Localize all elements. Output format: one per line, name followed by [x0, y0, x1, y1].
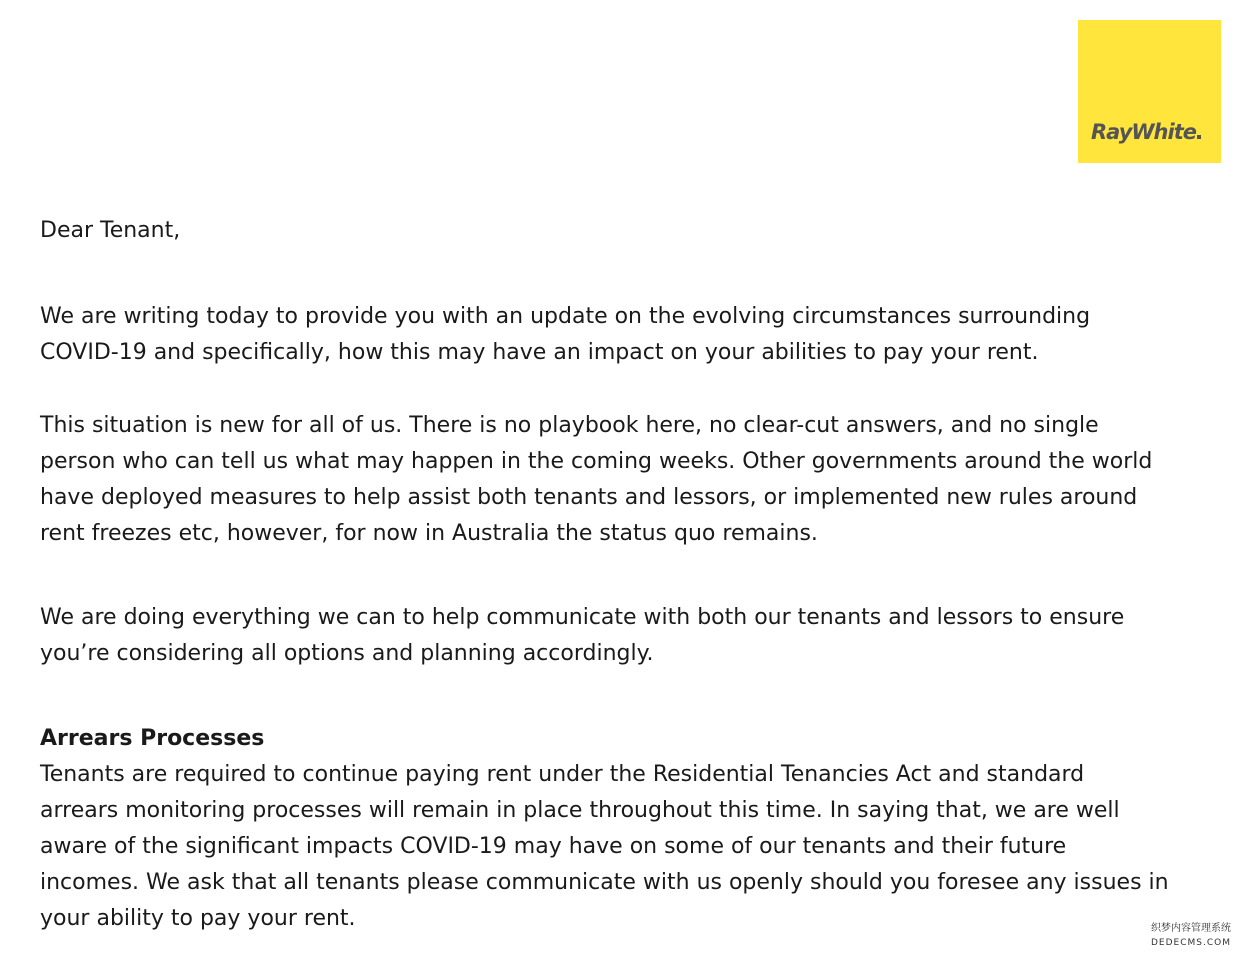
raywhite-logo: [1078, 20, 1221, 163]
watermark: [1138, 922, 1244, 950]
paragraph-line: incomes. We ask that all tenants please communicate with us openly should you foresee any issues in: [40, 870, 1169, 895]
paragraph-line: rent freezes etc, however, for now in Australia the status quo remains.: [40, 521, 818, 546]
watermark-line: 织梦内容管理系统: [1151, 923, 1231, 934]
paragraph-line: you’re considering all options and planning accordingly.: [40, 641, 654, 666]
paragraph-line: Tenants are required to continue paying rent under the Residential Tenancies Act and standard: [40, 762, 1085, 787]
paragraph-line: have deployed measures to help assist both tenants and lessors, or implemented new rules around: [40, 485, 1138, 510]
section-heading: Arrears Processes: [40, 726, 265, 751]
paragraph-line: person who can tell us what may happen in the coming weeks. Other governments around the world: [40, 449, 1153, 474]
paragraph-line: COVID-19 and specifically, how this may have an impact on your abilities to pay your rent.: [40, 340, 1039, 365]
paragraph-line: your ability to pay your rent.: [40, 906, 356, 931]
paragraph-line: This situation is new for all of us. There is no playbook here, no clear-cut answers, and no single: [40, 413, 1099, 438]
logo-text: RayWhite: [1091, 120, 1201, 144]
paragraph-line: arrears monitoring processes will remain in place throughout this time. In saying that, we are well: [40, 798, 1120, 823]
paragraph-line: We are doing everything we can to help communicate with both our tenants and lessors to ensure: [40, 605, 1125, 630]
greeting: Dear Tenant,: [40, 218, 181, 243]
paragraph-line: We are writing today to provide you with an update on the evolving circumstances surrounding: [40, 304, 1091, 329]
paragraph-line: aware of the significant impacts COVID-19 may have on some of our tenants and their future: [40, 834, 1067, 859]
watermark-line: DEDECMS.COM: [1151, 938, 1231, 948]
